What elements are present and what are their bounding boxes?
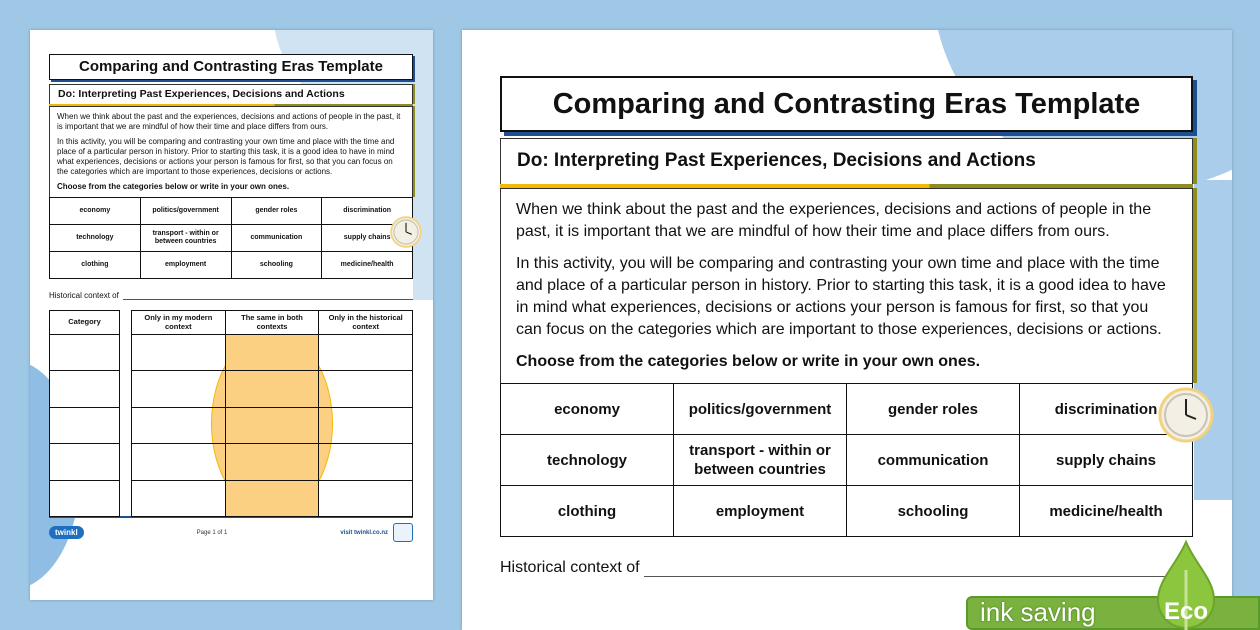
table-row	[501, 384, 1193, 435]
historical-context-label: Historical context of	[500, 559, 640, 576]
worksheet-title: Comparing and Contrasting Eras Template	[500, 76, 1193, 132]
clock-icon	[1158, 387, 1214, 443]
category-cell: discrimination	[1020, 384, 1193, 435]
category-cell: discrimination	[322, 198, 413, 225]
category-cell: technology	[501, 435, 674, 486]
historical-context-field	[49, 290, 413, 300]
worksheet-page	[500, 30, 1193, 577]
thumbnail-page-preview[interactable]	[30, 30, 433, 600]
choose-instruction: Choose from the categories below or write in your own ones.	[57, 182, 290, 191]
historical-context-label: Historical context of	[49, 291, 119, 300]
clock-icon	[390, 216, 422, 248]
category-cell: technology	[50, 225, 141, 252]
eco-label: Eco	[1164, 598, 1209, 625]
table-row	[132, 444, 413, 480]
table-row	[50, 198, 413, 225]
header-both: The same in both contexts	[225, 311, 319, 335]
category-cell: transport - within or between countries	[674, 435, 847, 486]
category-cell: schooling	[847, 486, 1020, 537]
worksheet-subtitle: Do: Interpreting Past Experiences, Decisions and Actions	[49, 84, 413, 104]
table-row	[501, 435, 1193, 486]
worksheet-title: Comparing and Contrasting Eras Template	[49, 54, 413, 80]
category-cell: schooling	[231, 252, 322, 279]
table-row	[50, 252, 413, 279]
table-row	[501, 486, 1193, 537]
category-cell: transport - within or between countries	[140, 225, 231, 252]
category-cell: gender roles	[847, 384, 1020, 435]
worksheet-page	[49, 30, 413, 544]
intro-paragraph-1: When we think about the past and the experiences, decisions and actions of people in the past, it is important that we are mindful of how their time and place differs from ours.	[516, 201, 1152, 240]
category-cell: clothing	[50, 252, 141, 279]
category-cell: politics/government	[140, 198, 231, 225]
visit-link: visit twinkl.co.nz	[340, 529, 388, 536]
write-line	[123, 293, 413, 300]
category-cell: communication	[847, 435, 1020, 486]
category-cell: communication	[231, 225, 322, 252]
twinkl-logo: twinkl	[49, 526, 84, 539]
category-cell: supply chains	[1020, 435, 1193, 486]
historical-context-field	[500, 557, 1193, 577]
table-row	[132, 480, 413, 516]
header-modern: Only in my modern context	[132, 311, 226, 335]
write-line	[644, 563, 1193, 577]
categories-table	[49, 197, 413, 279]
intro-paragraph-1: When we think about the past and the experiences, decisions and actions of people in the past, it is important that we are mindful of how their time and place differs from ours.	[57, 112, 401, 131]
category-cell: gender roles	[231, 198, 322, 225]
categories-table	[500, 383, 1193, 537]
table-row	[50, 225, 413, 252]
category-cell: employment	[674, 486, 847, 537]
table-row	[132, 335, 413, 371]
category-cell: economy	[50, 198, 141, 225]
category-cell: politics/government	[674, 384, 847, 435]
header-historical: Only in the historical context	[319, 311, 413, 335]
table-row	[132, 371, 413, 407]
intro-paragraph-2: In this activity, you will be comparing and contrasting your own time and place with the time and place of a particular person in history. Prior to starting this task, it is a good idea to have in mind what experiences, decisions or actions your person is famous for first, so that you can focus on the categories which are important to those experiences, decisions or actions.	[57, 137, 395, 176]
enlarged-page-preview	[462, 30, 1232, 630]
category-column-table	[49, 310, 120, 517]
category-cell: supply chains	[322, 225, 413, 252]
comparison-table	[131, 310, 413, 517]
category-cell: employment	[140, 252, 231, 279]
choose-instruction: Choose from the categories below or write in your own ones.	[516, 353, 981, 370]
intro-paragraph-2: In this activity, you will be comparing and contrasting your own time and place with the time and place of a particular person in history. Prior to starting this task, it is a good idea to have in mind what experiences, decisions or actions your person is famous for first, so that you can focus on the categories which are important to those experiences, decisions or actions.	[516, 255, 1166, 338]
category-cell: clothing	[501, 486, 674, 537]
table-row	[132, 407, 413, 443]
worksheet-subtitle: Do: Interpreting Past Experiences, Decisions and Actions	[500, 138, 1193, 184]
category-cell: medicine/health	[1020, 486, 1193, 537]
decorative-strip	[413, 100, 433, 300]
page-footer	[49, 518, 413, 544]
ink-saving-label: ink saving	[980, 597, 1096, 627]
intro-text	[500, 188, 1193, 383]
category-cell: economy	[501, 384, 674, 435]
page-number: Page 1 of 1	[196, 529, 228, 536]
decorative-strip	[1194, 180, 1232, 500]
comparison-area	[49, 310, 413, 516]
intro-text	[49, 106, 413, 197]
quality-badge-icon	[393, 523, 413, 542]
category-cell: medicine/health	[322, 252, 413, 279]
category-header: Category	[50, 311, 120, 335]
